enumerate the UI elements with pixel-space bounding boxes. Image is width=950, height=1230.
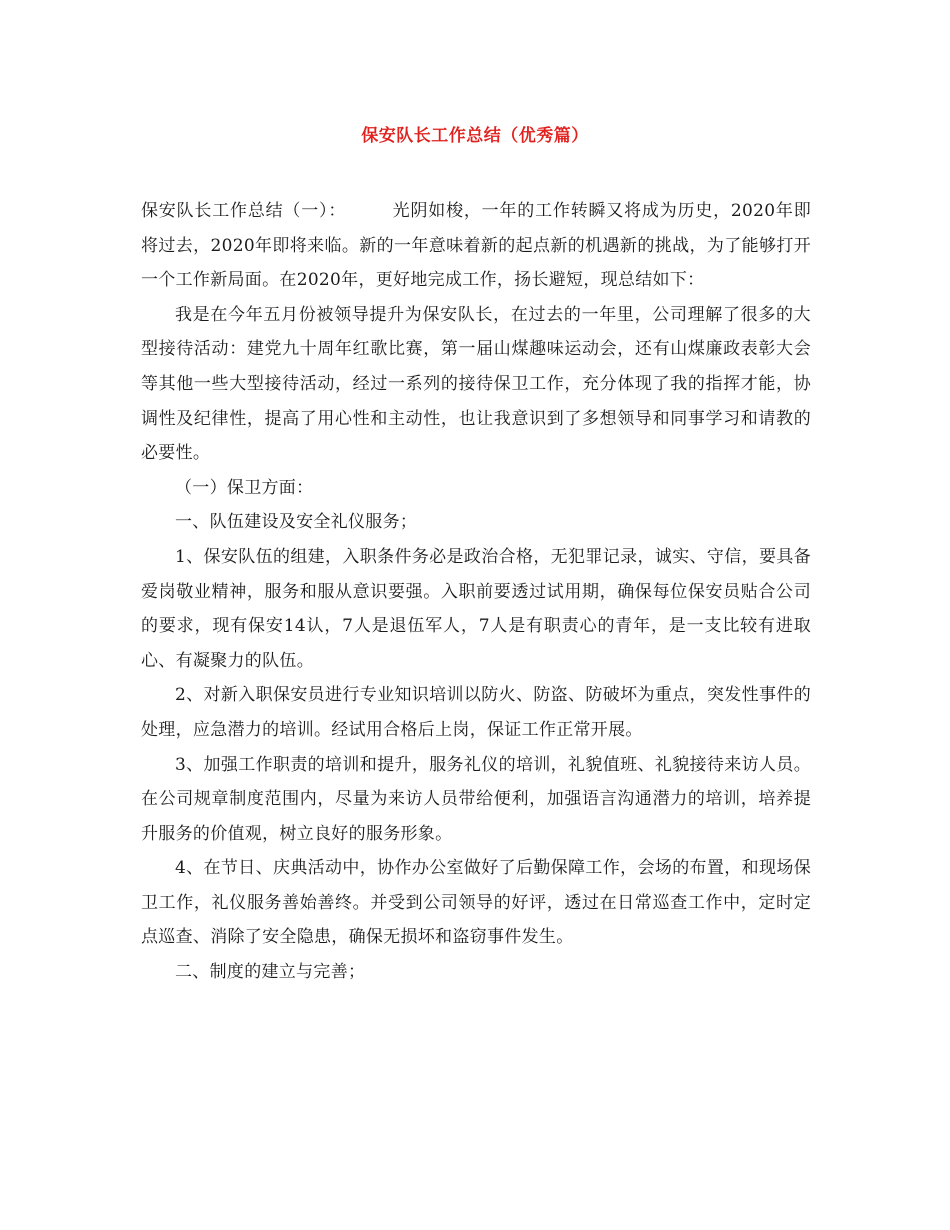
- paragraph: 3、加强工作职责的培训和提升，服务礼仪的培训，礼貌值班、礼貌接待来访人员。在公司规章制度范围内，尽量为来访人员带给便利，加强语言沟通潜力的培训，培养提升服务的价值观，树立良好的服务形象。: [141, 754, 811, 844]
- subsection-heading: 一、队伍建设及安全礼仪服务；: [175, 512, 418, 533]
- document-title: 保安队长工作总结（优秀篇）: [361, 126, 589, 146]
- paragraph: 2、对新入职保安员进行专业知识培训以防火、防盗、防破坏为重点，突发性事件的处理，应急潜力的培训。经试用合格后上岗，保证工作正常开展。: [141, 685, 811, 740]
- subsection-heading: 二、制度的建立与完善；: [175, 962, 366, 983]
- document-body: [141, 194, 811, 990]
- section-heading: （一）保卫方面：: [175, 477, 314, 498]
- intro-text: 光阴如梭，一年的工作转瞬又将成为历史，2020年即将过去，2020年即将来临。新的一年意味着新的起点新的机遇新的挑战，为了能够打开一个工作新局面。在2020年，更好地完成工作，扬长避短，现总结如下：: [141, 201, 811, 291]
- paragraph: 我是在今年五月份被领导提升为保安队长，在过去的一年里，公司理解了很多的大型接待活动：建党九十周年红歌比赛，第一届山煤趣味运动会，还有山煤廉政表彰大会等其他一些大型接待活动，经过一系列的接待保卫工作，充分体现了我的指挥才能，协调性及纪律性，提高了用心性和主动性，也让我意识到了多想领导和同事学习和请教的必要性。: [141, 304, 811, 464]
- intro-label: 保安队长工作总结（一）：: [141, 201, 347, 221]
- intro-paragraph: [141, 194, 811, 298]
- paragraph: 4、在节日、庆典活动中，协作办公室做好了后勤保障工作，会场的布置，和现场保卫工作，礼仪服务善始善终。并受到公司领导的好评，透过在日常巡查工作中，定时定点巡查、消除了安全隐患，确保无损坏和盗窃事件发生。: [141, 858, 811, 948]
- paragraph: 1、保安队伍的组建，入职条件务必是政治合格，无犯罪记录，诚实、守信，要具备爱岗敬业精神，服务和服从意识要强。入职前要透过试用期，确保每位保安员贴合公司的要求，现有保安14认，7人是退伍军人，7人是有职责心的青年，是一支比较有进取心、有凝聚力的队伍。: [141, 546, 811, 671]
